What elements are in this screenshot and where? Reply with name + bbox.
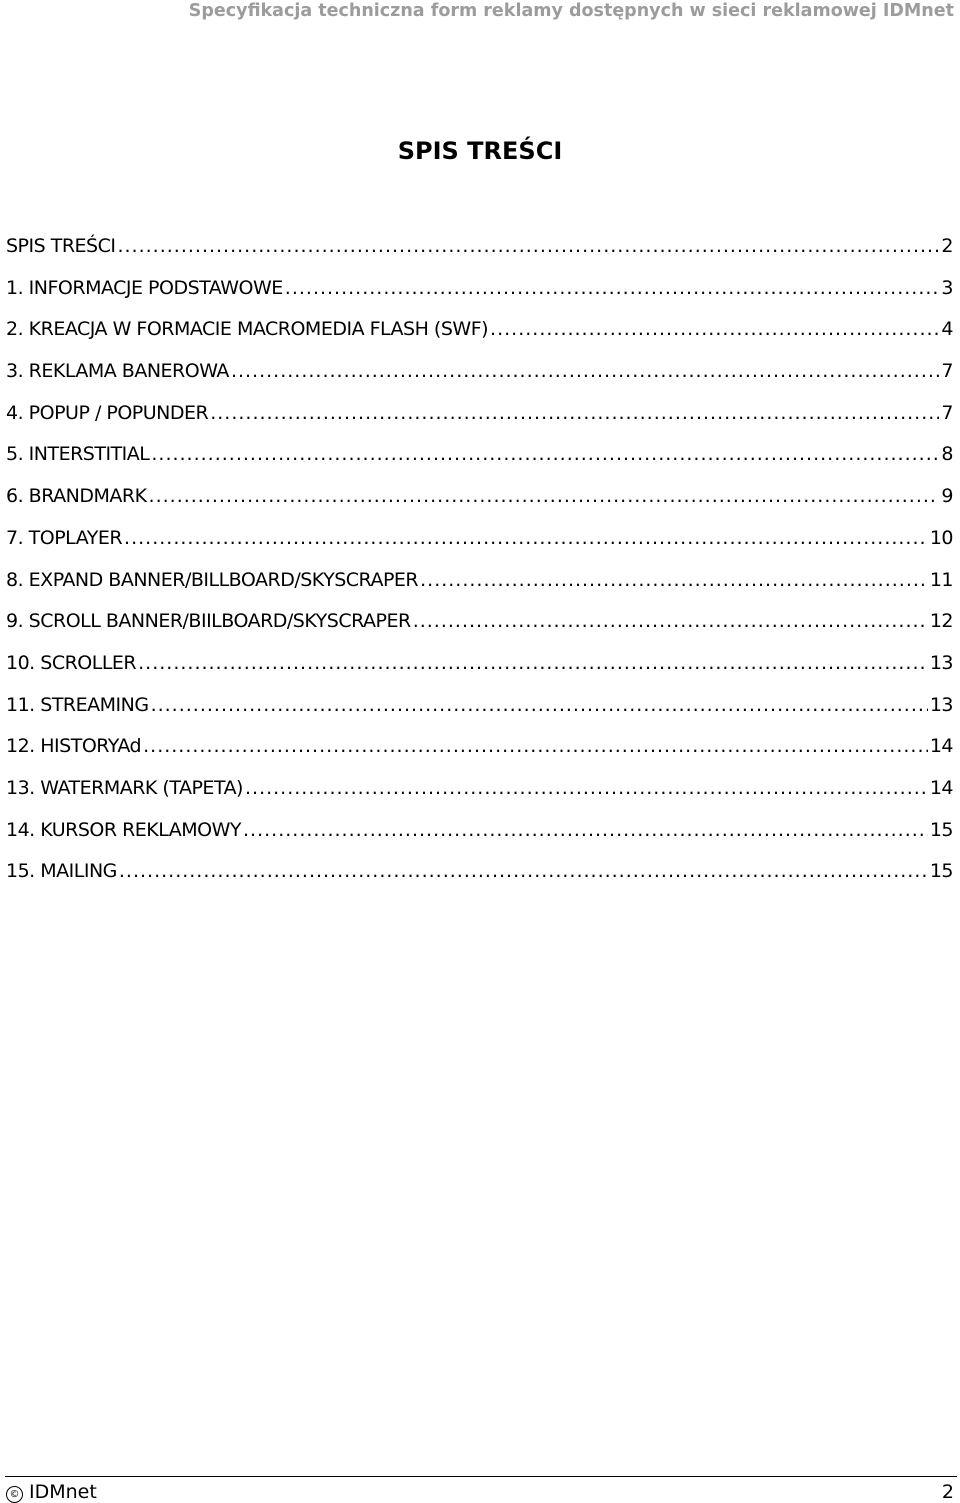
toc-entry-title: 8. EXPAND BANNER/BILLBOARD/SKYSCRAPER (6, 568, 419, 591)
toc-entry-page: 9 (941, 485, 953, 508)
toc-entry[interactable] (6, 229, 953, 271)
toc-dot-leader (285, 271, 940, 305)
running-header: Specyfikacja techniczna form reklamy dostępnych w sieci reklamowej IDMnet (188, 1, 954, 21)
footer-page-number: 2 (941, 1481, 954, 1503)
toc-entry-title: 1. INFORMACJE PODSTAWOWE (6, 276, 283, 299)
toc-entry-title: 14. KURSOR REKLAMOWY (6, 818, 241, 841)
toc-entry-title: 10. SCROLLER (6, 651, 137, 674)
toc-entry-page: 13 (929, 651, 953, 674)
toc-dot-leader (420, 563, 928, 597)
toc-entry-page: 10 (929, 526, 953, 549)
toc-entry-title: 12. HISTORYAd (6, 735, 142, 758)
footer-divider (5, 1476, 957, 1477)
toc-entry[interactable] (6, 688, 953, 730)
toc-entry-title: 5. INTERSTITIAL (6, 443, 150, 466)
toc-dot-leader (413, 604, 928, 638)
toc-entry-title: 9. SCROLL BANNER/BIILBOARD/SKYSCRAPER (6, 610, 411, 633)
toc-entry-page: 13 (929, 693, 953, 716)
toc-entry-page: 15 (929, 818, 953, 841)
toc-dot-leader (151, 437, 939, 471)
table-of-contents (6, 229, 953, 896)
toc-entry[interactable] (6, 271, 953, 313)
toc-dot-leader (231, 354, 939, 388)
toc-entry-title: 11. STREAMING (6, 693, 149, 716)
toc-entry[interactable] (6, 563, 953, 605)
toc-dot-leader (117, 229, 939, 263)
toc-dot-leader (243, 813, 928, 847)
toc-entry-page: 11 (929, 568, 953, 591)
toc-entry-title: 6. BRANDMARK (6, 485, 147, 508)
toc-entry-title: 4. POPUP / POPUNDER (6, 401, 209, 424)
toc-entry-title: SPIS TREŚCI (6, 235, 116, 257)
toc-dot-leader (149, 479, 940, 513)
footer-owner: IDMnet (29, 1481, 97, 1503)
toc-entry[interactable] (6, 646, 953, 688)
toc-entry-page: 2 (941, 235, 953, 257)
toc-dot-leader (210, 396, 939, 430)
toc-entry[interactable] (6, 437, 953, 479)
toc-entry[interactable] (6, 813, 953, 855)
toc-entry-title: 13. WATERMARK (TAPETA) (6, 776, 243, 799)
toc-entry-title: 7. TOPLAYER (6, 526, 123, 549)
toc-entry-page: 15 (929, 860, 953, 883)
toc-entry-page: 3 (941, 276, 953, 299)
toc-entry-title: 2. KREACJA W FORMACIE MACROMEDIA FLASH (SWF) (6, 318, 489, 341)
toc-entry[interactable] (6, 604, 953, 646)
toc-entry-page: 7 (941, 360, 953, 383)
toc-dot-leader (490, 312, 939, 346)
toc-entry-page: 7 (941, 401, 953, 424)
toc-entry[interactable] (6, 729, 953, 771)
toc-entry[interactable] (6, 312, 953, 354)
toc-dot-leader (151, 688, 928, 722)
toc-entry-page: 4 (941, 318, 953, 341)
copyright-icon: © (6, 1486, 23, 1503)
toc-entry[interactable] (6, 396, 953, 438)
toc-dot-leader (119, 854, 928, 888)
toc-dot-leader (245, 771, 928, 805)
toc-dot-leader (138, 646, 928, 680)
toc-entry[interactable] (6, 521, 953, 563)
toc-entry[interactable] (6, 354, 953, 396)
toc-dot-leader (143, 729, 928, 763)
toc-entry[interactable] (6, 854, 953, 896)
toc-entry-page: 14 (929, 735, 953, 758)
toc-entry[interactable] (6, 479, 953, 521)
toc-entry-page: 14 (929, 776, 953, 799)
footer-copyright (6, 1481, 97, 1503)
toc-dot-leader (124, 521, 928, 555)
toc-entry-title: 15. MAILING (6, 860, 117, 883)
toc-entry-page: 8 (941, 443, 953, 466)
toc-entry-page: 12 (929, 610, 953, 633)
page-title: SPIS TREŚCI (397, 137, 563, 165)
toc-entry-title: 3. REKLAMA BANEROWA (6, 360, 229, 383)
toc-entry[interactable] (6, 771, 953, 813)
